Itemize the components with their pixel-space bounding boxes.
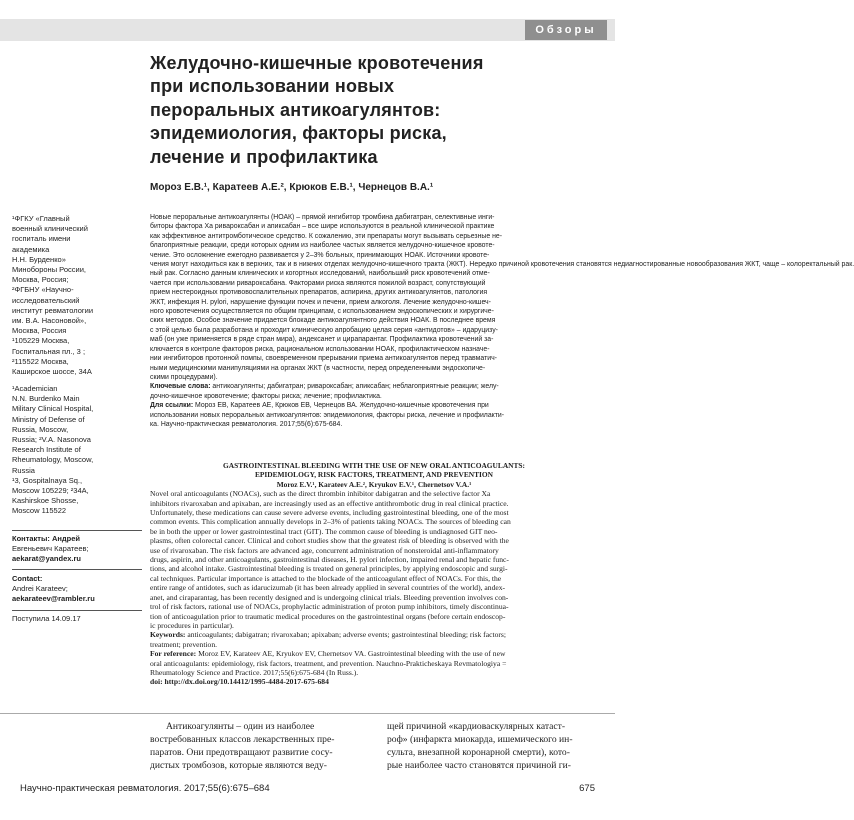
contact-email[interactable]: aekarat@yandex.ru xyxy=(12,554,82,564)
en-title-line: GASTROINTESTINAL BLEEDING WITH THE USE OF NEW ORAL ANTICOAGULANTS: xyxy=(223,461,525,470)
citation-line: Rheumatology Science and Practice. 2017;55(6):675-684 (In Russ.). xyxy=(150,667,359,677)
affil-line: Каширское шоссе, 34А xyxy=(12,367,92,377)
affil-line: академика xyxy=(12,244,50,254)
contact-en xyxy=(12,574,142,605)
contact-email[interactable]: aekarateev@rambler.ru xyxy=(12,594,95,604)
abstract-line: ными медицинскими манипуляциями на органах ЖКТ (в частности, перед определенными эндоскопиче- xyxy=(150,364,486,372)
affil-line: Москва, Россия xyxy=(12,326,67,336)
abstract-line: как эффективное антитромботическое средство. К сожалению, эти препараты могут вызывать серьезные не- xyxy=(150,232,503,240)
en-authors: Moroz E.V.¹, Karateev A.E.², Kryukov E.V.¹, Chernetsov V.A.¹ xyxy=(276,479,472,489)
affil-line: ²115522 Москва, xyxy=(12,356,69,366)
keywords-label: Ключевые слова: xyxy=(150,383,211,391)
abstract-line: entire range of antidotes, such as idarucizumab (it has been already applied in several countries of the world), andex- xyxy=(150,583,506,593)
en-title-line: EPIDEMIOLOGY, RISK FACTORS, TREATMENT, AND PREVENTION xyxy=(254,470,494,480)
abstract-line: use of rivaroxaban. The risk factors are advanced age, concurrent administration of nonsteroidal anti-inflammatory xyxy=(150,545,499,555)
affil-line: Минобороны России, xyxy=(12,265,86,275)
keywords-text: anticoagulants; dabigatran; rivaroxaban; apixaban; adverse events; gastrointestinal bleeding; risk factors; xyxy=(185,630,506,640)
citation-text: Мороз ЕВ, Каратеев АЕ, Крюков ЕВ, Чернецов ВА. Желудочно-кишечные кровотечения при xyxy=(193,402,489,410)
abstract-line: скими процедурами). xyxy=(150,373,218,381)
abstract-line: tion of anticoagulation prior to traumatic medical procedures on the gastrointestinal organs (before certain endoscop- xyxy=(150,611,506,621)
keywords-line: дочно-кишечное кровотечение; факторы риска; лечение; профилактика. xyxy=(150,392,382,400)
abstract-line: ключается в контроле факторов риска, рациональном использовании НОАК, профилактическом назначе- xyxy=(150,345,490,353)
title-line: лечение и профилактика xyxy=(150,146,378,167)
citation-label: For reference: xyxy=(150,649,197,659)
sidebar-divider xyxy=(12,530,142,531)
body-line: сульта, внезапной коронарной смерти), кото- xyxy=(387,747,570,758)
affil-line: им. В.А. Насоновой», xyxy=(12,316,87,326)
affil-line: Moscow 115522 xyxy=(12,506,67,516)
abstract-line: tions, and alcohol intake. Gastrointestinal bleeding is treated on general principles, by applying endoscopic and surgi- xyxy=(150,564,508,574)
keywords-text: антикоагулянты; дабигатран; ривароксабан; апиксабан; неблагоприятные реакции; желу- xyxy=(210,383,499,391)
abstract-line: anet, and ciraparantag, has been recently designed and is undergoing clinical trials. Bleeding prevention involves con- xyxy=(150,592,509,602)
abstract-line: plasms, often colorectal cancer. Clinical and cohort studies show that the greatest risk of bleeding is observed with the xyxy=(150,536,509,546)
citation-label: Для ссылки: xyxy=(150,402,194,410)
abstract-line: ного кровотечения осуществляется по общим принципам, с использованием эндоскопических и хирургиче- xyxy=(150,308,494,316)
affil-line: Russia, Moscow, xyxy=(12,424,69,434)
article-title xyxy=(150,52,590,169)
affil-line: Госпитальная пл., 3 ; xyxy=(12,346,86,356)
abstract-line: ic procedures in particular). xyxy=(150,620,234,630)
affil-line: Research Institute of xyxy=(12,445,81,455)
abstract-line: благоприятные реакции, среди которых одним из наиболее частых является желудочно-кишечное кровоте- xyxy=(150,242,495,250)
affil-line: Ministry of Defense of xyxy=(12,414,85,424)
title-line: пероральных антикоагулянтов: xyxy=(150,99,441,120)
title-line: Желудочно-кишечные кровотечения xyxy=(150,53,484,73)
affil-line: ¹Academician xyxy=(12,384,58,393)
affil-line: N.N. Burdenko Main xyxy=(12,394,80,404)
contact-ru xyxy=(12,534,142,565)
abstract-line: inhibitors rivaroxaban and apixaban, are increasingly used as an effective antithrombotic drug in real clinical practice. xyxy=(150,498,509,508)
abstract-line: чается при использовании ривароксабана. Факторами риска являются пожилой возраст, сопутствующий xyxy=(150,279,486,287)
received-text: Поступила 14.09.17 xyxy=(12,614,81,623)
abstract-line: drugs, aspirin, and other anticoagulants, gastrointestinal diseases, H. pylori infection, impaired renal and hepatic func- xyxy=(150,555,509,565)
affil-line: ¹ФГКУ «Главный xyxy=(12,214,70,223)
abstract-line: прием нестероидных противовоспалительных препаратов, аспирина, других антикоагулянтов, патология xyxy=(150,289,488,297)
affil-line: Russia; ²V.A. Nasonova xyxy=(12,435,91,445)
keywords-en xyxy=(150,630,598,639)
abstract-line: common events. This complication annually develops in 2–3% of patients taking NOACs. The sources of bleeding can xyxy=(150,517,511,527)
body-line: паратов. Они предотвращают развитие сосу- xyxy=(150,747,333,758)
affil-line: исследовательский xyxy=(12,295,80,305)
keywords-line: treatment; prevention. xyxy=(150,639,218,649)
abstract-line: ских методов. Особое значение придается блокаде антикоагулянтного действия НОАК. В последнее время xyxy=(150,317,496,325)
doi-link[interactable]: doi: http://dx.doi.org/10.14412/1995-4484-2017-675-684 xyxy=(150,677,329,687)
affil-line: госпиталь имени xyxy=(12,234,71,244)
affil-line: Rheumatology, Moscow, xyxy=(12,455,94,465)
body-line: дистых тромбозов, которые являются веду- xyxy=(150,760,327,771)
contact-name: Andrei Karateev; xyxy=(12,584,68,594)
section-tag: Обзоры xyxy=(525,20,607,40)
abstract-line: биторы фактора Xa ривароксабан и апиксабан – все шире используются в реальной клинической практике xyxy=(150,223,495,231)
abstract-line: ЖКТ, инфекция H. pylori, нарушение функции почек и печени, прием алкоголя. Лечение желудочно-кишеч- xyxy=(150,298,491,306)
body-line: востребованных классов лекарственных пре- xyxy=(150,734,335,745)
abstract-line: ный рак. Согласно данным клинических и когортных исследований, наибольший риск кровотечений отме- xyxy=(150,270,490,278)
abstract-line: be in both the upper or lower gastrointestinal tract (GIT). The common cause of bleeding is undiagnosed GIT neo- xyxy=(150,526,498,536)
citation-en xyxy=(150,649,598,658)
body-line: рые наиболее часто становятся причиной ги- xyxy=(387,760,571,771)
page-number: 675 xyxy=(579,783,595,794)
affiliations-ru xyxy=(12,214,142,377)
affil-line: институт ревматологии xyxy=(12,305,94,315)
contact-name: Евгеньевич Каратеев; xyxy=(12,544,89,554)
body-line: щей причиной «кардиоваскулярных катаст- xyxy=(387,721,566,732)
abstract-line: Unfortunately, these medications can cause severe adverse events, including gastrointestinal bleeding, one of the most xyxy=(150,508,509,518)
affil-line: Russia xyxy=(12,465,35,475)
abstract-line: Новые пероральные антикоагулянты (НОАК) – прямой ингибитор тромбина дабигатран, селективные инги- xyxy=(150,214,495,221)
abstract-line: cal techniques. Particular importance is attached to the blockade of the anticoagulant effect of NOACs. For this, the xyxy=(150,573,502,583)
header-band xyxy=(0,19,615,41)
abstract-line: trol of risk factors, rational use of NOACs, prophylactic administration of proton pump inhibitors, timely discontinua- xyxy=(150,602,509,612)
title-line: при использовании новых xyxy=(150,76,395,97)
sidebar-divider xyxy=(12,610,142,611)
body-column-right xyxy=(387,720,599,772)
footer-journal: Научно-практическая ревматология. 2017;55(6):675–684 xyxy=(20,783,270,794)
affil-line: ²ФГБНУ «Научно- xyxy=(12,285,74,295)
affiliations-en xyxy=(12,384,142,517)
affil-line: Kashirskoe Shosse, xyxy=(12,496,79,506)
body-line: Антикоагулянты – один из наиболее xyxy=(166,721,315,732)
authors: Мороз Е.В.¹, Каратеев А.Е.², Крюков Е.В.¹, Чернецов В.А.¹ xyxy=(150,182,434,193)
keywords-label: Keywords: xyxy=(150,630,186,640)
contact-label: Контакты: Андрей xyxy=(12,534,81,543)
affil-line: ¹105229 Москва, xyxy=(12,336,70,346)
citation-text: Moroz EV, Karateev AE, Kryukov EV, Chernetsov VA. Gastrointestinal bleeding with the use of new xyxy=(196,649,506,659)
citation-line: oral anticoagulants: epidemiology, risk factors, treatment, and prevention. Nauchno-Prakticheskaya Revmatologiya = xyxy=(150,658,507,668)
citation-ru xyxy=(150,401,598,410)
abstract-en xyxy=(150,461,598,687)
sidebar-divider xyxy=(12,569,142,570)
affil-line: Москва, Россия; xyxy=(12,275,69,285)
affil-line: Moscow 105229; ²34A, xyxy=(12,486,89,496)
abstract-ru xyxy=(150,213,854,429)
citation-line: ка. Научно-практическая ревматология. 2017;55(6):675-684. xyxy=(150,420,343,428)
body-line: роф» (инфаркта миокарда, ишемического ин- xyxy=(387,734,573,745)
affil-line: Н.Н. Бурденко» xyxy=(12,254,66,264)
keywords-ru xyxy=(150,382,598,391)
citation-line: использовании новых пероральных антикоагулянтов: эпидемиология, факторы риска, лечение и профилакти- xyxy=(150,411,505,419)
abstract-line: чения могут находиться как в верхних, так и в нижних отделах желудочно-кишечного тракта (ЖКТ). Нередко причиной кровотечения становятся недиагностированные новообразования ЖКТ, чаще – колоректальный рак. xyxy=(150,261,854,269)
received-date xyxy=(12,614,142,624)
contact-label: Contact: xyxy=(12,574,43,583)
affil-line: военный клинический xyxy=(12,224,88,234)
abstract-line: Novel oral anticoagulants (NOACs), such as the direct thrombin inhibitor dabigatran and the selective factor Xa xyxy=(150,489,491,499)
affil-line: Military Clinical Hospital, xyxy=(12,404,94,414)
body-column-left xyxy=(150,720,362,772)
divider xyxy=(0,713,615,714)
abstract-line: с этой целью была разработана и проходит клиническую апробацию целая серия «антидотов» – идаруцизу- xyxy=(150,326,498,334)
title-line: эпидемиология, факторы риска, xyxy=(150,123,447,144)
abstract-line: чение. Это осложнение ежегодно развивается у 2–3% больных, принимающих НОАК. Источники кровоте- xyxy=(150,251,490,259)
abstract-line: нии ингибиторов протонной помпы, своевременном прерывании приема антикоагулянтов перед травматич- xyxy=(150,355,497,363)
affil-line: ¹3, Gospitalnaya Sq., xyxy=(12,475,83,485)
abstract-line: маб (он уже применяется в ряде стран мира), андексанет и цирапарантаг. Профилактика кровотечений за- xyxy=(150,336,494,344)
